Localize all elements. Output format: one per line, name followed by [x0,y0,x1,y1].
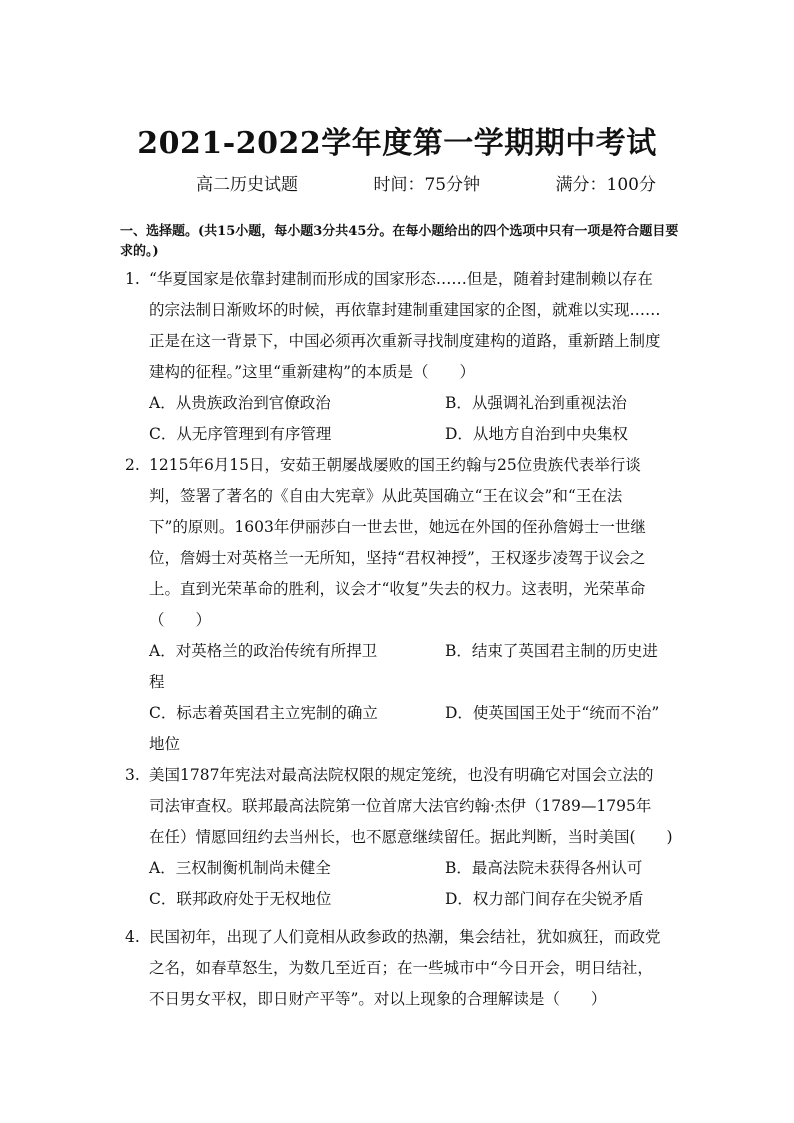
question-text-line: 1215年6月15日，安茹王朝屡战屡败的国王约翰与25位贵族代表举行谈 [149,456,641,474]
question-2 [125,450,685,760]
question-number: 2. [125,456,140,474]
question-text-line: 美国1787年宪法对最高法院权限的规定笼统，也没有明确它对国会立法的 [149,766,654,784]
question-text-line: 位，詹姆士对英格兰一无所知，坚持“君权神授”，王权逐步凌驾于议会之 [149,549,646,567]
question-text-line: 下”的原则。1603年伊丽莎白一世去世，她远在外国的侄孙詹姆士一世继 [149,518,646,536]
question-text-line: 民国初年，出现了人们竟相从政参政的热潮，集会结社，犹如疯狂，而政党 [149,928,661,946]
exam-info-row [196,170,656,195]
question-4 [125,922,685,1015]
question-text-line: 判，签署了著名的《自由大宪章》从此英国确立“王在议会”和“王在法 [149,487,623,505]
option-c[interactable]: C．标志着英国君主立宪制的确立 [149,704,378,722]
question-number: 3. [125,766,140,784]
options-row [125,419,685,450]
section-heading: 一、选择题。(共15小题，每小题3分共45分。在每小题给出的四个选项中只有一项是符合题目要求的。) [120,224,679,259]
question-text-line: 上。直到光荣革命的胜利，议会才“收复”失去的权力。这表明，光荣革命 [149,580,646,598]
option-continuation: 程 [149,673,165,691]
option-b[interactable]: B．结束了英国君主制的历史进 [445,642,658,660]
question-text-line: “华夏国家是依靠封建制而形成的国家形态……但是，随着封建制赖以存在 [149,270,653,288]
option-d[interactable]: D．使英国国王处于“统而不治” [445,704,660,722]
subject-label: 高二历史试题 [196,175,298,195]
time-label: 时间：75分钟 [373,175,481,195]
option-continuation: 地位 [149,735,181,753]
question-text-line: 正是在这一背景下，中国必须再次重新寻找制度建构的道路，重新踏上制度 [149,332,661,350]
options-row [125,884,685,915]
option-c[interactable]: C．从无序管理到有序管理 [149,425,332,443]
question-text-line: 的宗法制日渐败坏的时候，再依靠封建制重建国家的企图，就难以实现…… [149,301,661,319]
question-3 [125,760,685,915]
option-b[interactable]: B．从强调礼治到重视法治 [445,394,627,412]
options-row [125,853,685,884]
question-number: 4. [125,928,140,946]
options-row [125,698,685,729]
options-row [125,388,685,419]
question-number: 1. [125,270,140,288]
question-text-line: 之名，如春草怒生，为数几至近百；在一些城市中“今日开会，明日结社， [149,959,653,977]
option-a[interactable]: A．对英格兰的政治传统有所捍卫 [149,642,378,660]
question-text-line: （ ） [149,611,212,629]
question-text-line: 在任）情愿回纽约去当州长，也不愿意继续留任。据此判断，当时美国( ) [149,828,673,846]
option-d[interactable]: D．从地方自治到中央集权 [445,425,628,443]
exam-title: 2021-2022学年度第一学期期中考试 [137,126,657,161]
question-text-line: 不日男女平权，即日财产平等”。对以上现象的合理解读是（ ） [149,990,607,1008]
options-row [125,636,685,667]
option-c[interactable]: C．联邦政府处于无权地位 [149,890,332,908]
question-text-line: 司法审查权。联邦最高法院第一位首席大法官约翰·杰伊（1789—1795年 [149,797,652,815]
question-text-line: 建构的征程。”这里“重新建构”的本质是（ ） [149,363,476,381]
question-1 [125,264,685,450]
option-b[interactable]: B．最高法院未获得各州认可 [445,859,643,877]
score-label: 满分：100分 [555,175,656,195]
option-a[interactable]: A．三权制衡机制尚未健全 [149,859,331,877]
option-a[interactable]: A．从贵族政治到官僚政治 [149,394,331,412]
option-d[interactable]: D．权力部门间存在尖锐矛盾 [445,890,644,908]
